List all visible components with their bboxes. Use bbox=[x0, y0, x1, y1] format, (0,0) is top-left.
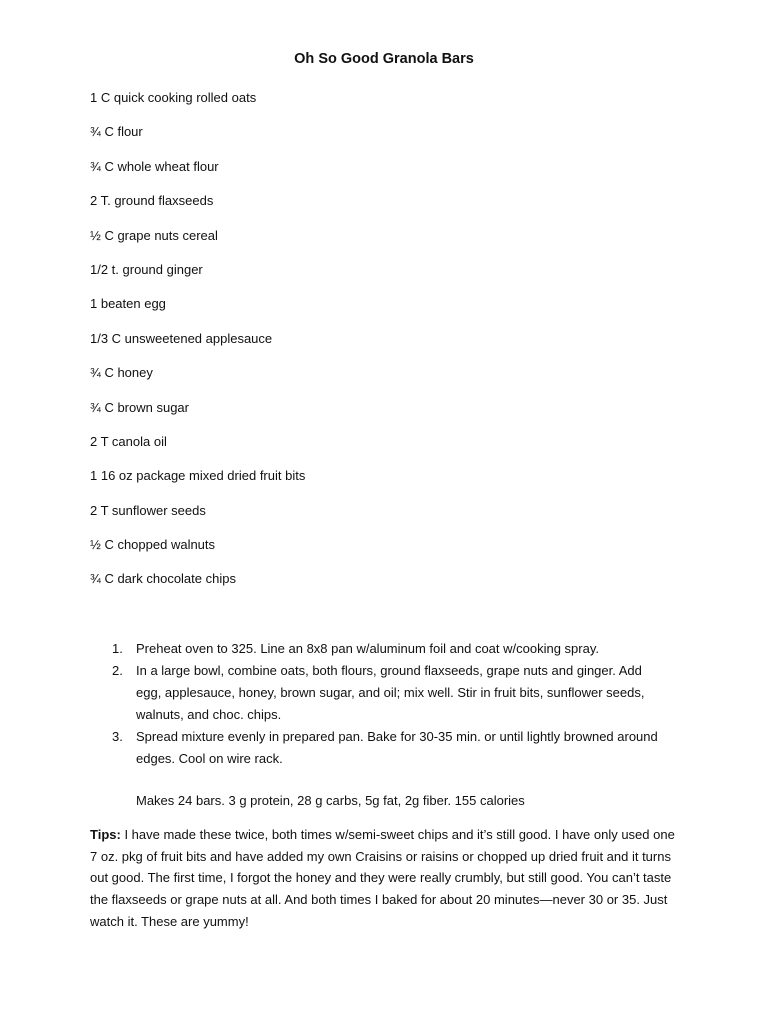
step-text: Preheat oven to 325. Line an 8x8 pan w/aluminum foil and coat w/cooking spray. bbox=[136, 641, 599, 656]
step-text: In a large bowl, combine oats, both flours, ground flaxseeds, grape nuts and ginger. Add egg, applesauce, honey, brown sugar, and oil; mix well. Stir in fruit bits, sunflower seeds, walnuts, and choc. chips. bbox=[136, 663, 645, 722]
ingredient-item: ½ C chopped walnuts bbox=[90, 537, 216, 553]
ingredient-item: 1 16 oz package mixed dried fruit bits bbox=[90, 468, 306, 484]
ingredient-item: 1 C quick cooking rolled oats bbox=[90, 90, 257, 105]
ingredient-list bbox=[90, 88, 305, 604]
ingredient-item: ¾ C whole wheat flour bbox=[90, 158, 219, 174]
ingredient-item: ¾ C honey bbox=[90, 365, 153, 381]
tips-label: Tips: bbox=[90, 827, 121, 842]
ingredient-item: ½ C grape nuts cereal bbox=[90, 227, 218, 243]
ingredient-item: 1/3 C unsweetened applesauce bbox=[90, 330, 273, 346]
ingredient-item: 1 beaten egg bbox=[90, 296, 166, 312]
instruction-step bbox=[90, 726, 670, 770]
ingredient-item: ¾ C brown sugar bbox=[90, 399, 189, 415]
instruction-step bbox=[90, 660, 670, 726]
recipe-title: Oh So Good Granola Bars bbox=[294, 51, 474, 67]
step-number: 1. bbox=[112, 641, 123, 656]
tips-text: I have made these twice, both times w/semi-sweet chips and it’s still good. I have only used one 7 oz. pkg of fruit bits and have added my own Craisins or raisins or chopped up dried fruit and it turns out good. The first time, I forgot the honey and they were really crumbly, but still good. You can’t taste the flaxseeds or grape nuts at all. And both times I baked for about 20 minutes—never 30 or 35. Just watch it. These are yummy! bbox=[90, 827, 675, 929]
ingredient-item: ¾ C dark chocolate chips bbox=[90, 571, 236, 587]
step-number: 3. bbox=[112, 729, 123, 744]
ingredient-item: 2 T sunflower seeds bbox=[90, 502, 206, 518]
ingredient-item: 2 T canola oil bbox=[90, 433, 167, 449]
ingredient-item: 2 T. ground flaxseeds bbox=[90, 193, 214, 209]
step-text: Spread mixture evenly in prepared pan. Bake for 30-35 min. or until lightly browned around edges. Cool on wire rack. bbox=[136, 729, 658, 766]
instruction-step bbox=[90, 638, 670, 660]
instruction-list bbox=[90, 638, 670, 770]
yield-nutrition-line: Makes 24 bars. 3 g protein, 28 g carbs, 5g fat, 2g fiber. 155 calories bbox=[136, 793, 525, 808]
tips-paragraph bbox=[90, 824, 680, 933]
ingredient-item: ¾ C flour bbox=[90, 124, 143, 140]
ingredient-item: 1/2 t. ground ginger bbox=[90, 261, 203, 277]
step-number: 2. bbox=[112, 663, 123, 678]
